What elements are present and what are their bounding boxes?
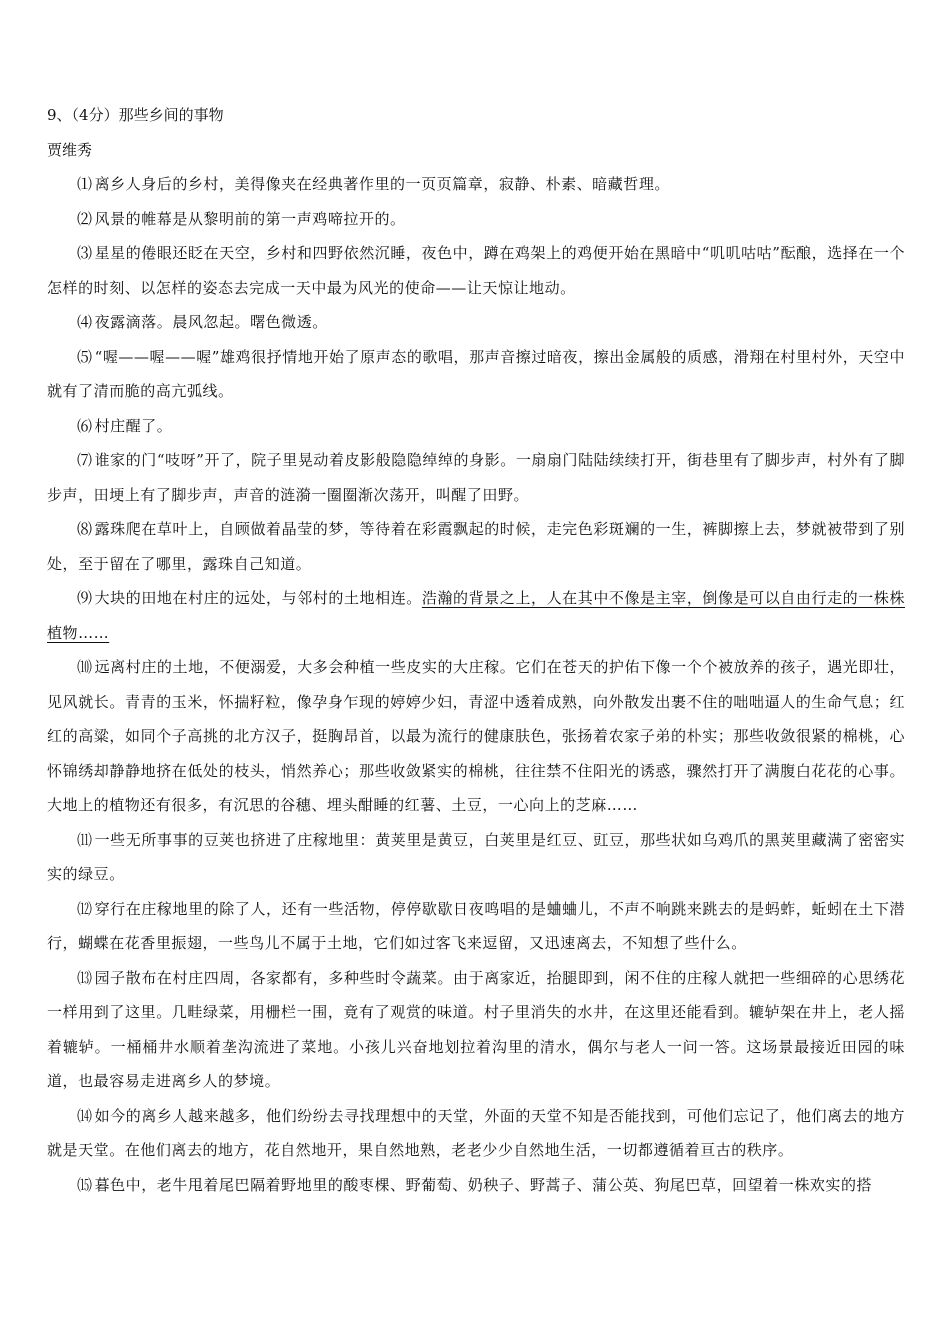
underlined-sentence: 浩瀚的背景之上，人在其中不像是主宰，倒像是可以自由行走的一株株植物…… bbox=[47, 589, 905, 642]
paragraph-4 bbox=[47, 305, 905, 340]
paragraph-number: ⑶ bbox=[77, 244, 93, 262]
paragraph-number: ⒁ bbox=[77, 1106, 93, 1125]
document-page bbox=[47, 98, 905, 1202]
paragraph-8 bbox=[47, 512, 905, 581]
paragraph-number: ⑴ bbox=[77, 175, 93, 193]
paragraph-number: ⑵ bbox=[77, 209, 93, 228]
paragraph-number: ⑷ bbox=[77, 313, 93, 331]
paragraph-2 bbox=[47, 202, 905, 237]
paragraph-text: 一些无所事事的豆荚也挤进了庄稼地里：黄荚里是黄豆，白荚里是红豆、豇豆，那些状如乌鸡爪的黑荚里藏满了密密实实的绿豆。 bbox=[47, 830, 905, 883]
paragraph-text: 村庄醒了。 bbox=[94, 416, 173, 435]
paragraph-10 bbox=[47, 650, 905, 823]
paragraph-text: 穿行在庄稼地里的除了人，还有一些活物，停停歇歇日夜鸣唱的是蛐蛐儿，不声不响跳来跳去的是蚂蚱，蚯蚓在土下潜行，蝴蝶在花香里振翅，一些鸟儿不属于土地，它们如过客飞来逗留，又迅速离去，不知想了些什么。 bbox=[47, 899, 905, 952]
paragraph-text: 园子散布在村庄四周，各家都有，多种些时令蔬菜。由于离家近，抬腿即到，闲不住的庄稼人就把一些细碎的心思绣花一样用到了这里。几畦绿菜，用栅栏一围，竟有了观赏的味道。村子里消失的水井，在这里还能看到。辘轳架在井上，老人摇着辘轳。一桶桶井水顺着垄沟流进了菜地。小孩儿兴奋地划拉着沟里的清水，偶尔与老人一问一答。这场景最接近田园的味道，也最容易走进离乡人的梦境。 bbox=[47, 968, 905, 1090]
paragraph-text: 星星的倦眼还眨在天空，乡村和四野依然沉睡，夜色中，蹲在鸡架上的鸡便开始在黑暗中“叽叽咕咕”酝酿，选择在一个怎样的时刻、以怎样的姿态去完成一天中最为风光的使命——让天惊让地动。 bbox=[47, 244, 905, 297]
paragraph-13 bbox=[47, 961, 905, 1099]
paragraph-text: 露珠爬在草叶上，自顾做着晶莹的梦，等待着在彩霞飘起的时候，走完色彩斑斓的一生，裤脚擦上去，梦就被带到了别处，至于留在了哪里，露珠自己知道。 bbox=[47, 520, 905, 573]
paragraph-text: 大块的田地在村庄的远处，与邻村的土地相连。 bbox=[94, 589, 422, 607]
author-name: 贾维秀 bbox=[47, 140, 93, 159]
paragraph-7 bbox=[47, 443, 905, 512]
paragraph-number: ⑽ bbox=[77, 658, 93, 676]
paragraph-6 bbox=[47, 409, 905, 444]
paragraph-9 bbox=[47, 581, 905, 650]
paragraph-text: 暮色中，老牛甩着尾巴隔着野地里的酸枣棵、野葡萄、奶秧子、野蒿子、蒲公英、狗尾巴草，回望着一株欢实的搭 bbox=[94, 1175, 873, 1194]
paragraph-number: ⑼ bbox=[77, 589, 93, 607]
paragraph-11 bbox=[47, 823, 905, 892]
paragraph-1 bbox=[47, 167, 905, 202]
paragraph-text: 谁家的门“吱呀”开了，院子里晃动着皮影般隐隐绰绰的身影。一扇扇门陆陆续续打开，街巷里有了脚步声，村外有了脚步声，田埂上有了脚步声，声音的涟漪一圈圈渐次荡开，叫醒了田野。 bbox=[47, 451, 905, 504]
paragraph-12 bbox=[47, 892, 905, 961]
paragraph-number: ⒂ bbox=[77, 1175, 93, 1194]
paragraph-text: 如今的离乡人越来越多，他们纷纷去寻找理想中的天堂，外面的天堂不知是否能找到，可他们忘记了，他们离去的地方就是天堂。在他们离去的地方，花自然地开，果自然地熟，老老少少自然地生活，一切都遵循着亘古的秩序。 bbox=[47, 1106, 905, 1159]
paragraph-text: 远离村庄的土地，不便溺爱，大多会种植一些皮实的大庄稼。它们在苍天的护佑下像一个个被放养的孩子，遇光即壮，见风就长。青青的玉米，怀揣籽粒，像孕身乍现的婷婷少妇，青涩中透着成熟，向外散发出裹不住的咄咄逼人的生命气息；红红的高粱，如同个子高挑的北方汉子，挺胸昂首，以最为流行的健康肤色，张扬着农家子弟的朴实；那些收敛很紧的棉桃，心怀锦绣却静静地挤在低处的枝头，悄然养心；那些收敛紧实的棉桃，往往禁不住阳光的诱惑，骤然打开了满腹白花花的心事。大地上的植物还有很多，有沉思的谷穗、埋头酣睡的红薯、土豆，一心向上的芝麻…… bbox=[47, 658, 905, 814]
paragraph-text: “喔——喔——喔”雄鸡很抒情地开始了原声态的歌唱，那声音擦过暗夜，擦出金属般的质感，滑翔在村里村外，天空中就有了清而脆的高亢弧线。 bbox=[47, 347, 905, 400]
paragraph-text: 离乡人身后的乡村，美得像夹在经典著作里的一页页篇章，寂静、朴素、暗藏哲理。 bbox=[94, 175, 670, 193]
paragraph-14 bbox=[47, 1099, 905, 1168]
paragraph-number: ⑾ bbox=[77, 830, 93, 849]
paragraph-3 bbox=[47, 236, 905, 305]
paragraph-text: 风景的帷幕是从黎明前的第一声鸡啼拉开的。 bbox=[94, 209, 406, 228]
paragraph-number: ⒀ bbox=[77, 968, 93, 987]
paragraph-15 bbox=[47, 1168, 905, 1203]
paragraph-number: ⑸ bbox=[77, 347, 93, 366]
paragraph-5 bbox=[47, 340, 905, 409]
question-header: 9、（4分）那些乡间的事物 bbox=[47, 106, 224, 124]
paragraph-number: ⑺ bbox=[77, 451, 93, 469]
paragraph-number: ⑹ bbox=[77, 416, 93, 435]
paragraph-number: ⑿ bbox=[77, 899, 93, 918]
paragraph-number: ⑻ bbox=[77, 520, 93, 538]
paragraph-text: 夜露滴落。晨风忽起。曙色微透。 bbox=[94, 313, 328, 331]
